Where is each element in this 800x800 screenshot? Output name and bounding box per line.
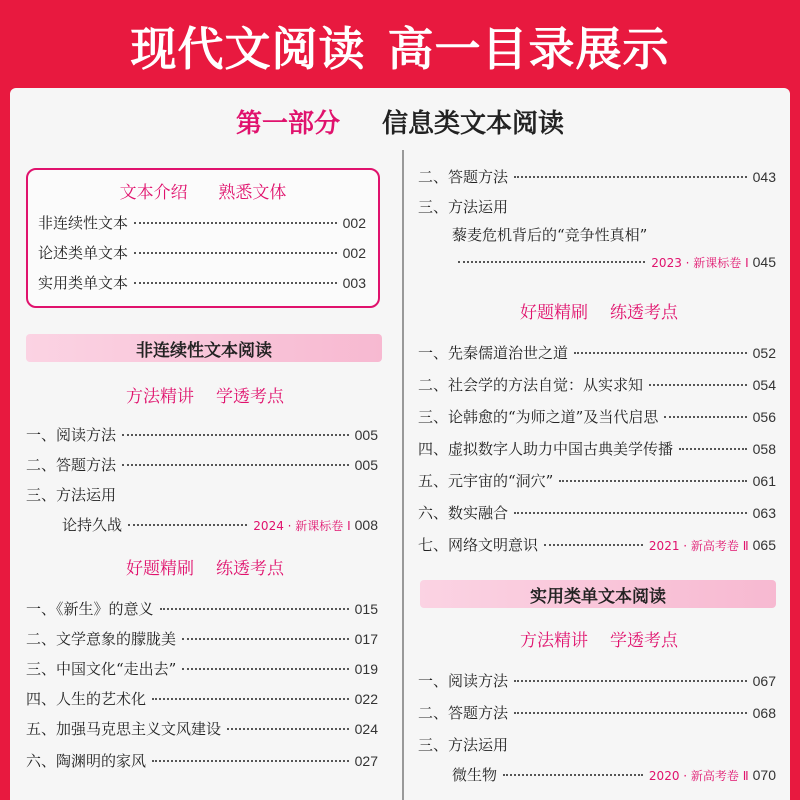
toc-row[interactable] bbox=[26, 718, 378, 739]
toc-row[interactable] bbox=[418, 670, 776, 691]
toc-row[interactable] bbox=[418, 438, 776, 459]
page-number: 043 bbox=[752, 169, 776, 185]
leader-dots bbox=[152, 760, 349, 762]
source-tag: 2020 · 新高考卷 Ⅱ bbox=[648, 769, 749, 783]
toc-row[interactable] bbox=[38, 242, 366, 263]
toc-row[interactable] bbox=[418, 374, 776, 395]
toc-row[interactable] bbox=[418, 406, 776, 427]
banner bbox=[0, 0, 800, 92]
toc-label: 微生物 bbox=[452, 766, 498, 784]
leader-dots bbox=[458, 261, 645, 263]
toc-label: 四、人生的艺术化 bbox=[26, 690, 147, 708]
method-heading-a: 方法精讲 bbox=[126, 387, 194, 407]
part-heading: 信息类文本阅读 bbox=[382, 108, 565, 139]
good-heading bbox=[10, 554, 400, 579]
page-number: 056 bbox=[752, 409, 776, 425]
page-number: 063 bbox=[752, 505, 776, 521]
toc-label: 六、陶渊明的家风 bbox=[26, 752, 147, 770]
toc-label: 二、答题方法 bbox=[26, 456, 117, 474]
toc-label: 七、网络文明意识 bbox=[418, 536, 539, 554]
leader-dots bbox=[227, 728, 349, 730]
good-heading-b: 练透考点 bbox=[216, 559, 284, 579]
column-divider bbox=[402, 150, 404, 800]
page-number: 061 bbox=[752, 473, 776, 489]
page-number: 005 bbox=[354, 457, 378, 473]
toc-label: 一、《新生》的意义 bbox=[26, 600, 154, 618]
page-number: 008 bbox=[354, 517, 378, 533]
toc-label: 一、阅读方法 bbox=[418, 672, 509, 690]
leader-dots bbox=[134, 252, 337, 254]
good-heading bbox=[408, 298, 790, 323]
page-number: 003 bbox=[342, 275, 366, 291]
leader-dots bbox=[679, 448, 747, 450]
leader-dots bbox=[128, 524, 247, 526]
page-number: 005 bbox=[354, 427, 378, 443]
toc-row[interactable] bbox=[418, 470, 776, 491]
toc-row[interactable] bbox=[418, 502, 776, 523]
page-number: 058 bbox=[752, 441, 776, 457]
toc-row[interactable] bbox=[62, 514, 378, 535]
toc-row[interactable] bbox=[26, 454, 378, 475]
section-bar: 实用类单文本阅读 bbox=[420, 580, 776, 608]
apply-label: 三、方法运用 bbox=[418, 736, 509, 754]
page-number: 002 bbox=[342, 245, 366, 261]
toc-row[interactable] bbox=[418, 702, 776, 723]
apply-label: 三、方法运用 bbox=[418, 198, 509, 216]
page-number: 070 bbox=[752, 767, 776, 783]
toc-label: 非连续性文本 bbox=[38, 214, 129, 232]
intro-box bbox=[26, 168, 380, 308]
leader-dots bbox=[152, 698, 349, 700]
intro-title-a: 文本介绍 bbox=[119, 183, 188, 203]
toc-row[interactable] bbox=[26, 688, 378, 709]
intro-title bbox=[28, 178, 378, 203]
toc-row[interactable] bbox=[418, 166, 776, 187]
page-number: 002 bbox=[342, 215, 366, 231]
toc-label: 五、元宇宙的“洞穴” bbox=[418, 472, 554, 490]
page-number: 045 bbox=[752, 254, 776, 270]
toc-row[interactable] bbox=[418, 534, 776, 555]
toc-row[interactable] bbox=[38, 212, 366, 233]
toc-label: 二、文学意象的朦胧美 bbox=[26, 630, 177, 648]
page-number: 027 bbox=[354, 753, 378, 769]
toc-label: 三、论韩愈的“为师之道”及当代启思 bbox=[418, 408, 659, 426]
leader-dots bbox=[574, 352, 747, 354]
page-number: 054 bbox=[752, 377, 776, 393]
leader-dots bbox=[160, 608, 349, 610]
leader-dots bbox=[514, 176, 747, 178]
method-heading-b: 学透考点 bbox=[216, 387, 284, 407]
toc-row[interactable] bbox=[26, 628, 378, 649]
method-heading-a: 方法精讲 bbox=[520, 631, 588, 651]
good-heading-b: 练透考点 bbox=[610, 303, 678, 323]
toc-label: 二、答题方法 bbox=[418, 704, 509, 722]
apply-label: 三、方法运用 bbox=[26, 486, 117, 504]
source-tag: 2021 · 新高考卷 Ⅱ bbox=[648, 539, 749, 553]
leader-dots bbox=[559, 480, 746, 482]
page-number: 022 bbox=[354, 691, 378, 707]
toc-label: 一、阅读方法 bbox=[26, 426, 117, 444]
leader-dots bbox=[182, 668, 348, 670]
source-tag: 2023 · 新课标卷 Ⅰ bbox=[651, 256, 749, 270]
toc-label: 二、社会学的方法自觉：从实求知 bbox=[418, 376, 644, 394]
section-bar: 非连续性文本阅读 bbox=[26, 334, 382, 362]
page-number: 024 bbox=[354, 721, 378, 737]
toc-row[interactable] bbox=[452, 764, 776, 785]
toc-row[interactable] bbox=[26, 424, 378, 445]
good-heading-a: 好题精刷 bbox=[520, 303, 588, 323]
leader-dots bbox=[649, 384, 747, 386]
toc-label: 论持久战 bbox=[62, 516, 123, 534]
toc-label: 四、虚拟数字人助力中国古典美学传播 bbox=[418, 440, 674, 458]
leader-dots bbox=[134, 222, 337, 224]
leader-dots bbox=[503, 774, 643, 776]
toc-label: 六、数实融合 bbox=[418, 504, 509, 522]
toc-row[interactable] bbox=[418, 342, 776, 363]
apply-title[interactable]: 藜麦危机背后的“竞争性真相” bbox=[452, 226, 648, 244]
toc-label: 论述类单文本 bbox=[38, 244, 129, 262]
toc-label: 二、答题方法 bbox=[418, 168, 509, 186]
part-title bbox=[10, 98, 790, 144]
page-number: 019 bbox=[354, 661, 378, 677]
toc-label: 五、加强马克思主义文风建设 bbox=[26, 720, 222, 738]
source-tag: 2024 · 新课标卷 Ⅰ bbox=[253, 519, 351, 533]
leader-dots bbox=[514, 680, 747, 682]
intro-title-b: 熟悉文体 bbox=[218, 183, 287, 203]
page-number: 017 bbox=[354, 631, 378, 647]
toc-row[interactable] bbox=[26, 598, 378, 619]
toc-label: 三、中国文化“走出去” bbox=[26, 660, 177, 678]
toc-row[interactable] bbox=[452, 254, 776, 271]
toc-row[interactable] bbox=[26, 658, 378, 679]
leader-dots bbox=[122, 434, 349, 436]
leader-dots bbox=[514, 712, 747, 714]
toc-label: 实用类单文本 bbox=[38, 274, 129, 292]
banner-right-text: 高一目录展示 bbox=[387, 22, 670, 76]
toc-label: 一、先秦儒道治世之道 bbox=[418, 344, 569, 362]
page-number: 068 bbox=[752, 705, 776, 721]
page-number: 065 bbox=[752, 537, 776, 553]
banner-left-text: 现代文阅读 bbox=[130, 22, 366, 76]
leader-dots bbox=[514, 512, 747, 514]
method-heading bbox=[408, 626, 790, 651]
leader-dots bbox=[544, 544, 643, 546]
page-number: 015 bbox=[354, 601, 378, 617]
page-number: 067 bbox=[752, 673, 776, 689]
toc-row[interactable] bbox=[26, 750, 378, 771]
page-number: 052 bbox=[752, 345, 776, 361]
part-label: 第一部分 bbox=[235, 108, 340, 139]
leader-dots bbox=[122, 464, 349, 466]
method-heading bbox=[10, 382, 400, 407]
leader-dots bbox=[182, 638, 349, 640]
toc-page bbox=[10, 88, 790, 800]
leader-dots bbox=[664, 416, 746, 418]
good-heading-a: 好题精刷 bbox=[126, 559, 194, 579]
toc-row[interactable] bbox=[38, 272, 366, 293]
method-heading-b: 学透考点 bbox=[610, 631, 678, 651]
leader-dots bbox=[134, 282, 337, 284]
